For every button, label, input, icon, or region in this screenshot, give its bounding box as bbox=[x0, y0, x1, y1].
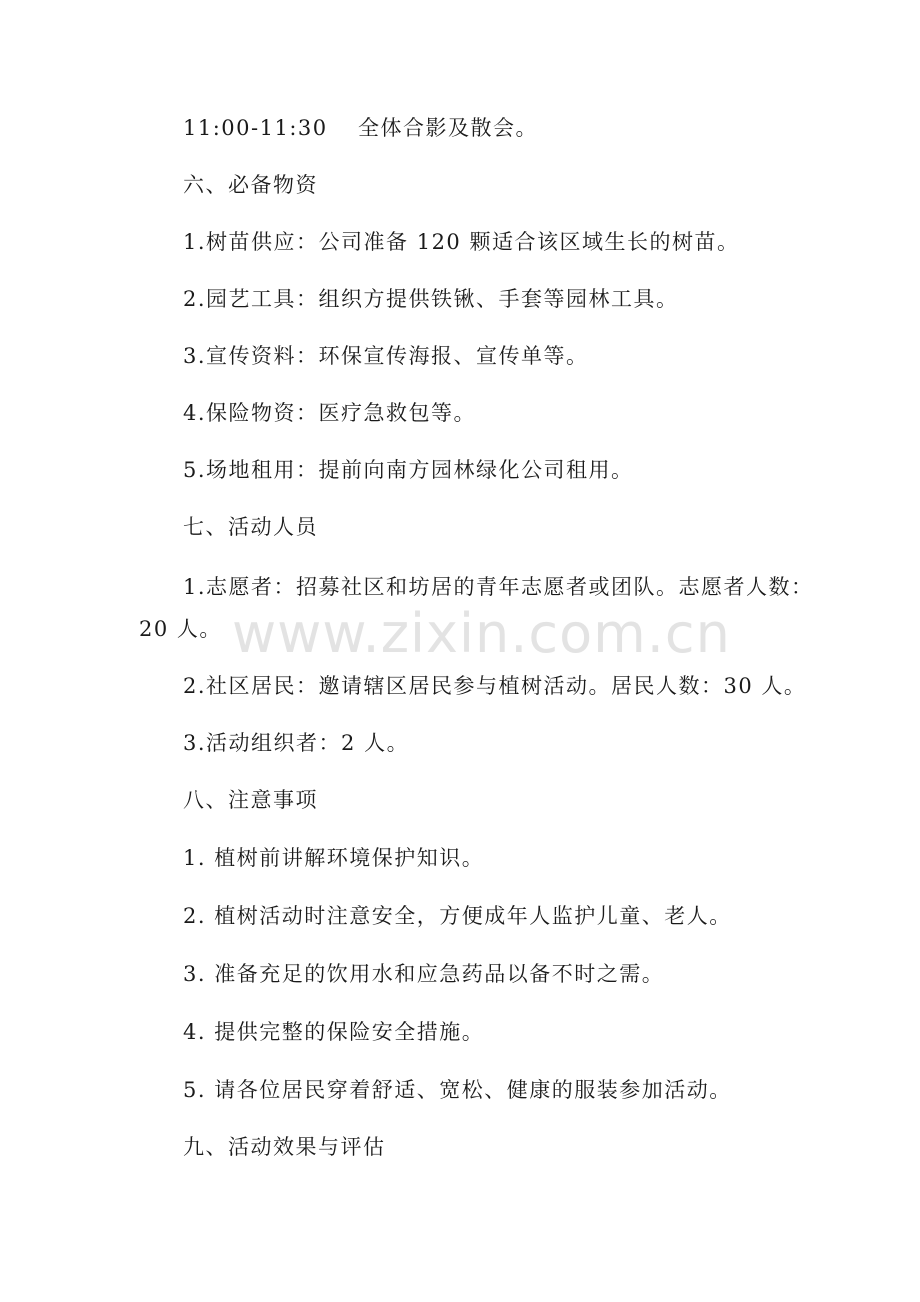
list-item-continuation: 20 人。 bbox=[139, 617, 222, 641]
list-item: 3.活动组织者：2 人。 bbox=[183, 731, 410, 755]
list-item: 3. 准备充足的饮用水和应急药品以备不时之需。 bbox=[183, 962, 665, 986]
schedule-desc: 全体合影及散会。 bbox=[358, 116, 538, 140]
list-item: 4. 提供完整的保险安全措施。 bbox=[183, 1020, 485, 1044]
list-item: 5.场地租用：提前向南方园林绿化公司租用。 bbox=[183, 458, 634, 482]
section-heading-personnel: 七、活动人员 bbox=[183, 515, 318, 539]
section-heading-notes: 八、注意事项 bbox=[183, 788, 318, 812]
watermark: www.zixin.com.cn bbox=[232, 602, 731, 665]
list-item: 3.宣传资料：环保宣传海报、宣传单等。 bbox=[183, 344, 589, 368]
section-heading-supplies: 六、必备物资 bbox=[183, 173, 318, 197]
list-item: 1. 植树前讲解环境保护知识。 bbox=[183, 846, 485, 870]
list-item: 1.树苗供应：公司准备 120 颗适合该区域生长的树苗。 bbox=[183, 230, 740, 254]
schedule-time: 11:00-11:30 bbox=[183, 116, 328, 140]
list-item: 2. 植树活动时注意安全，方便成年人监护儿童、老人。 bbox=[183, 904, 732, 928]
schedule-row bbox=[183, 115, 538, 141]
list-item: 5. 请各位居民穿着舒适、宽松、健康的服装参加活动。 bbox=[183, 1078, 732, 1102]
list-item: 2.社区居民：邀请辖区居民参与植树活动。居民人数：30 人。 bbox=[183, 674, 807, 698]
list-item: 4.保险物资：医疗急救包等。 bbox=[183, 401, 477, 425]
list-item: 2.园艺工具：组织方提供铁锹、手套等园林工具。 bbox=[183, 287, 679, 311]
section-heading-evaluation: 九、活动效果与评估 bbox=[183, 1135, 386, 1159]
list-item: 1.志愿者：招募社区和坊居的青年志愿者或团队。志愿者人数： bbox=[183, 575, 814, 599]
